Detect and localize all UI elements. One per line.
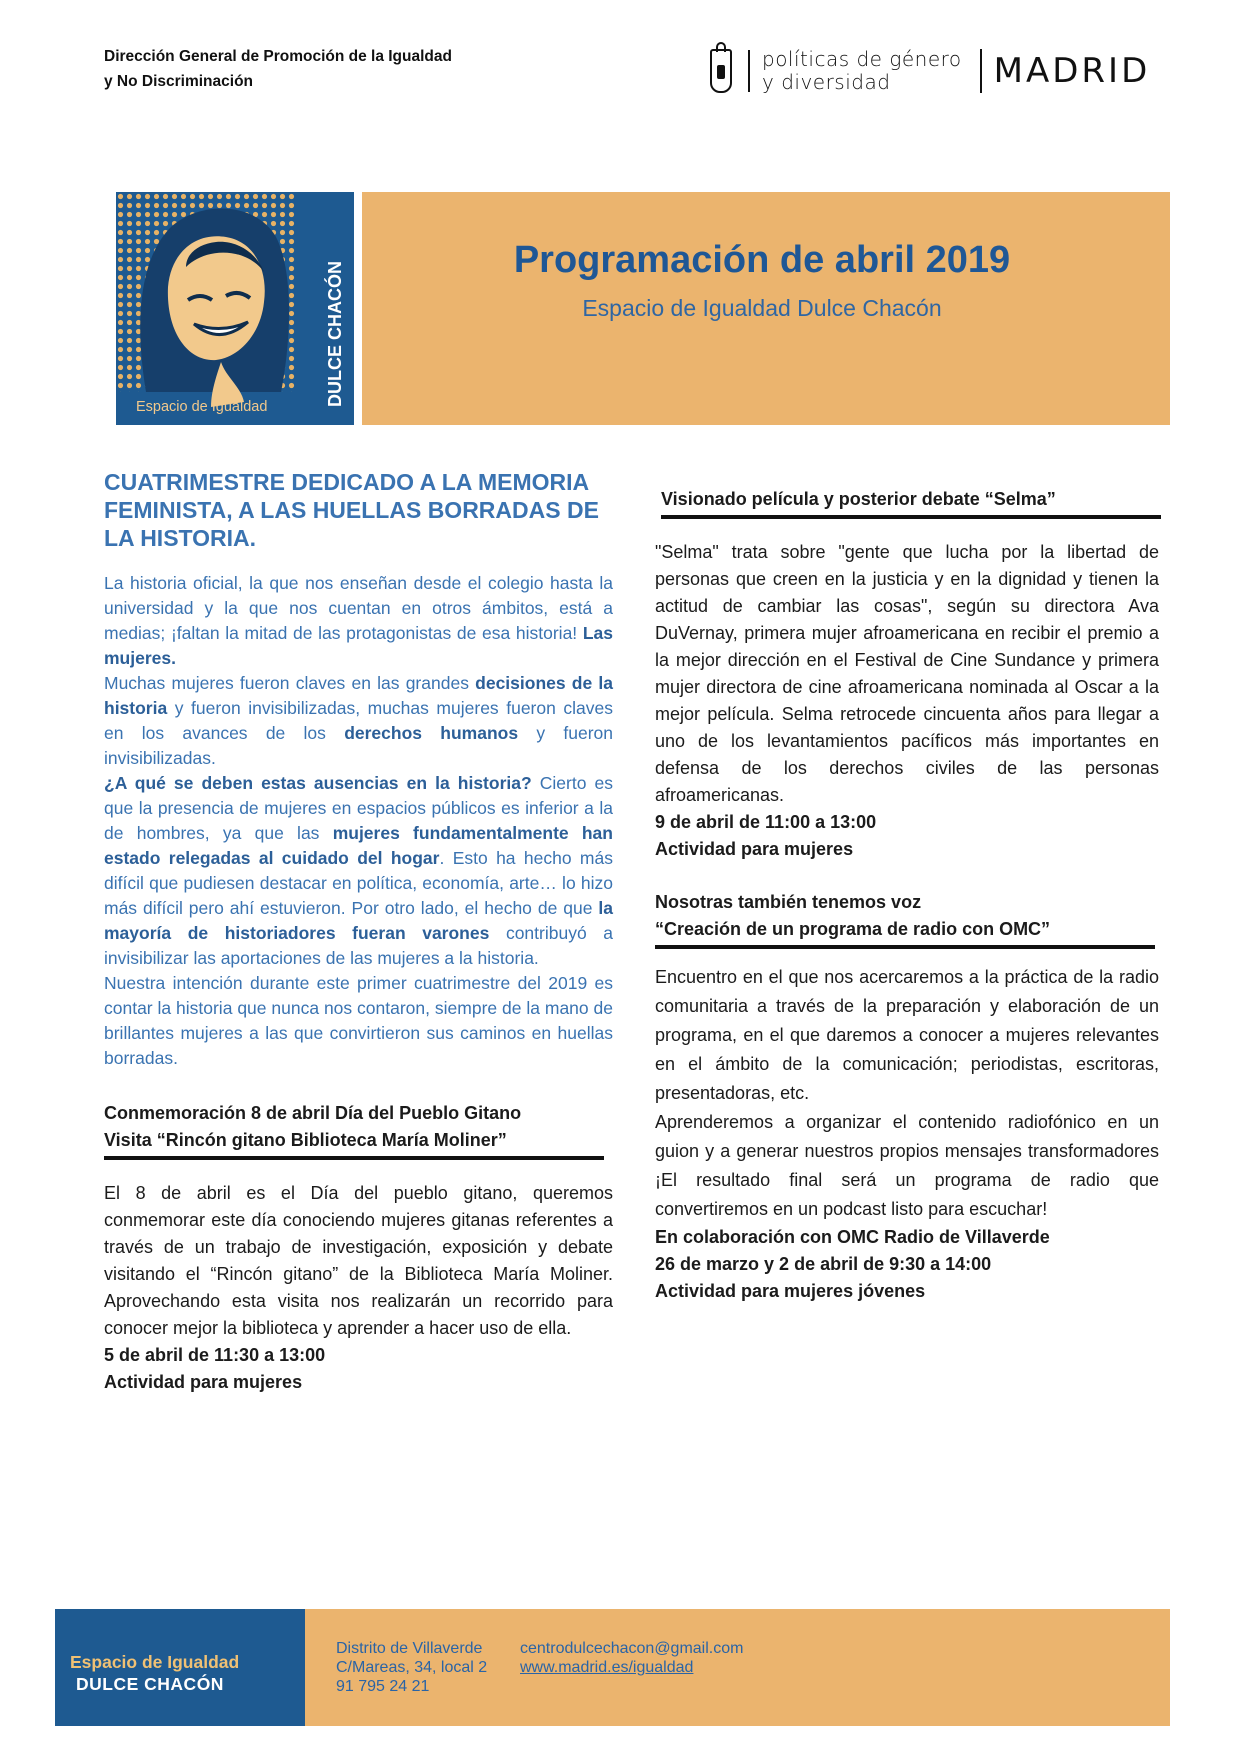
intro-question: ¿A qué se deben estas ausencias en la historia? bbox=[104, 773, 532, 793]
activity-description: Encuentro en el que nos acercaremos a la práctica de la radio comunitaria a través de la preparación y elaboración de un programa, en el que daremos a conocer a mujeres relevantes en el ámbito de la comunicación; periodistas, escritoras, presentadoras, etc. bbox=[655, 967, 1159, 1103]
activity-radio bbox=[655, 889, 1159, 1305]
intro-bold-run: mujeres fundamentalmente han estado relegadas al cuidado del hogar bbox=[104, 823, 613, 868]
activity-selma bbox=[655, 486, 1159, 863]
footer-email[interactable]: centrodulcechacon@gmail.com bbox=[520, 1640, 744, 1657]
activity-date: 26 de marzo y 2 de abril de 9:30 a 14:00 bbox=[655, 1254, 992, 1274]
left-column bbox=[104, 468, 613, 1396]
divider-line bbox=[104, 1156, 604, 1160]
activity-gitano bbox=[104, 1100, 613, 1396]
intro-paragraph-4: Nuestra intención durante este primer cuatrimestre del 2019 es contar la historia que nunca nos contaron, siempre de la mano de brillantes mujeres a las que convirtieron sus caminos en huellas borradas. bbox=[104, 973, 613, 1068]
activity-collaboration: En colaboración con OMC Radio de Villaverde bbox=[655, 1227, 1050, 1247]
logo-line-2: y diversidad bbox=[762, 70, 891, 94]
footer-address bbox=[336, 1639, 487, 1696]
logo-line-1: políticas de género bbox=[762, 47, 962, 71]
activity-title: Nosotras también tenemos voz bbox=[655, 892, 922, 912]
activity-title: Conmemoración 8 de abril Día del Pueblo Gitano bbox=[104, 1103, 522, 1123]
intro-bold-run: la mayoría de historiadores fueran varones bbox=[104, 898, 613, 943]
intro-text-run: y fueron invisibilizadas. bbox=[104, 723, 613, 768]
intro-text-run: Muchas mujeres fueron claves en las grandes bbox=[104, 673, 469, 693]
activity-description: Aprenderemos a organizar el contenido radiofónico en un guion y a generar nuestros propios mensajes transformadores ¡El resultado final será un programa de radio que convertiremos en un podcast listo para escuchar! bbox=[655, 1112, 1159, 1219]
department-line-1: Dirección General de Promoción de la Igualdad bbox=[104, 48, 452, 65]
footer-phone: 91 795 24 21 bbox=[336, 1678, 430, 1695]
portrait-illustration-icon bbox=[116, 192, 354, 425]
divider-line bbox=[655, 945, 1155, 949]
intro-bold-run: decisiones de la historia bbox=[104, 673, 613, 718]
activity-description: "Selma" trata sobre "gente que lucha por la libertad de personas que creen en la justicia y en la dignidad y tienen la actitud de cambiar las cosas", según su directora Ava DuVernay, primera mujer afroamericana en recibir el premio a la mejor dirección en el Festival de Cine Sundance y primera mujer directora de cine afroamericana nominada al Oscar a la mejor película. Selma retrocede cincuenta años para llegar a uno de los levantamientos pacíficos más importantes en defensa de los derechos civiles de las personas afroamericanas. bbox=[655, 542, 1159, 805]
footer-district: Distrito de Villaverde bbox=[336, 1640, 483, 1657]
footer-center-name: Espacio de Igualdad bbox=[70, 1652, 240, 1672]
activity-date: 5 de abril de 11:30 a 13:00 bbox=[104, 1345, 326, 1365]
divider-line bbox=[661, 515, 1161, 519]
activity-audience: Actividad para mujeres bbox=[655, 839, 854, 859]
intro-text bbox=[104, 571, 613, 1071]
logo-divider bbox=[748, 50, 750, 92]
footer-web-link[interactable]: www.madrid.es/igualdad bbox=[520, 1659, 694, 1676]
intro-bold-run: Las mujeres. bbox=[104, 623, 613, 668]
logo-department-text bbox=[762, 48, 962, 94]
section-heading: CUATRIMESTRE DEDICADO A LA MEMORIA FEMINISTA, A LAS HUELLAS BORRADAS DE LA HISTORIA. bbox=[104, 469, 599, 551]
madrid-logo bbox=[710, 48, 1150, 94]
activity-title: Visionado película y posterior debate “Selma” bbox=[661, 489, 1056, 509]
department-line-2: y No Discriminación bbox=[104, 73, 254, 90]
activity-audience: Actividad para mujeres jóvenes bbox=[655, 1281, 926, 1301]
intro-text-run: Cierto es que la presencia de mujeres en espacios públicos es inferior a la de hombres, ya que las bbox=[104, 773, 613, 843]
intro-text-run: . Esto ha hecho más difícil que pudiesen destacar en política, economía, arte… lo hizo más difícil pero ahí estuvieron. Por otro lado, el hecho de que bbox=[104, 848, 613, 918]
intro-bold-run: derechos humanos bbox=[344, 723, 519, 743]
intro-paragraph-3 bbox=[104, 771, 613, 971]
intro-text-run: contribuyó a invisibilizar las aportaciones de las mujeres a la historia. bbox=[104, 923, 613, 968]
page-title: Programación de abril 2019 bbox=[513, 239, 1011, 281]
logo-divider bbox=[980, 49, 982, 93]
portrait-image bbox=[116, 192, 354, 425]
activity-title: Visita “Rincón gitano Biblioteca María Moliner” bbox=[104, 1130, 507, 1150]
footer-contact bbox=[520, 1639, 743, 1677]
footer-street: C/Mareas, 34, local 2 bbox=[336, 1659, 488, 1676]
intro-text-run: La historia oficial, la que nos enseñan desde el colegio hasta la universidad y la que nos cuentan en otros ámbitos, está a medias; ¡faltan la mitad de las protagonistas de esa historia! bbox=[104, 573, 613, 643]
intro-text-run: y fueron invisibilizadas, muchas mujeres fueron claves en los avances de los bbox=[104, 698, 613, 743]
right-column bbox=[655, 486, 1159, 1305]
activity-title: “Creación de un programa de radio con OMC” bbox=[655, 919, 1051, 939]
title-banner bbox=[362, 192, 1170, 425]
activity-audience: Actividad para mujeres bbox=[104, 1372, 303, 1392]
portrait-bottom-label: Espacio de Igualdad bbox=[136, 399, 268, 415]
logo-city: MADRID bbox=[993, 51, 1151, 91]
activity-description: El 8 de abril es el Día del pueblo gitano, queremos conmemorar este día conociendo mujeres gitanas referentes a través de un trabajo de investigación, exposición y debate visitando el “Rincón gitano” de la Biblioteca María Moliner. Aprovechando esta visita nos realizarán un recorrido para conocer mejor la biblioteca y aprender a hacer uso de ella. bbox=[104, 1183, 613, 1338]
madrid-shield-icon bbox=[710, 49, 732, 93]
page-subtitle: Espacio de Igualdad Dulce Chacón bbox=[582, 295, 942, 321]
activity-date: 9 de abril de 11:00 a 13:00 bbox=[655, 812, 877, 832]
intro-paragraph-2 bbox=[104, 671, 613, 771]
footer-center-name-bold: DULCE CHACÓN bbox=[76, 1674, 224, 1694]
portrait-vertical-label: DULCE CHACÓN bbox=[325, 261, 345, 407]
intro-paragraph-1 bbox=[104, 571, 613, 671]
department-name bbox=[104, 44, 524, 94]
